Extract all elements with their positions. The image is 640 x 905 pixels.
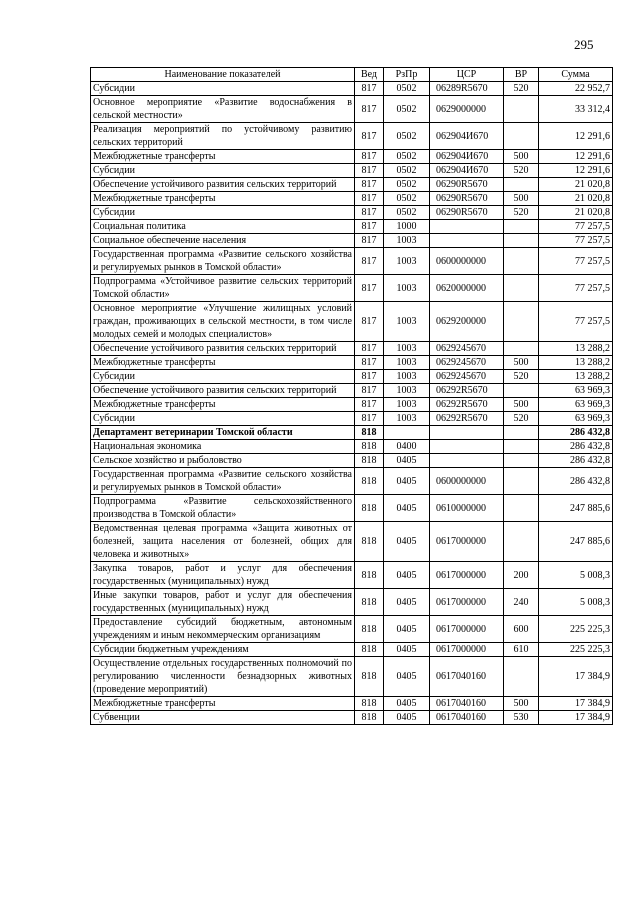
cell-name: Обеспечение устойчивого развития сельских территорий (91, 342, 355, 356)
cell-sum: 5 008,3 (539, 589, 613, 616)
cell-csr (430, 220, 504, 234)
cell-csr: 06292R5670 (430, 384, 504, 398)
cell-name: Национальная экономика (91, 440, 355, 454)
cell-rzpr: 0405 (384, 711, 430, 725)
cell-name: Подпрограмма «Развитие сельскохозяйственного производства в Томской области» (91, 495, 355, 522)
table-row (91, 178, 613, 192)
cell-rzpr: 0502 (384, 82, 430, 96)
cell-csr: 0629000000 (430, 96, 504, 123)
cell-rzpr: 0405 (384, 468, 430, 495)
cell-ved: 817 (355, 192, 384, 206)
cell-vr (504, 454, 539, 468)
cell-name: Реализация мероприятий по устойчивому развитию сельских территорий (91, 123, 355, 150)
cell-ved: 818 (355, 562, 384, 589)
cell-csr: 0617000000 (430, 562, 504, 589)
cell-ved: 818 (355, 495, 384, 522)
table-row (91, 192, 613, 206)
cell-rzpr: 0405 (384, 697, 430, 711)
cell-rzpr: 1000 (384, 220, 430, 234)
cell-rzpr: 1003 (384, 275, 430, 302)
cell-sum: 21 020,8 (539, 178, 613, 192)
table-row (91, 589, 613, 616)
cell-csr: 062904И670 (430, 150, 504, 164)
cell-name: Социальная политика (91, 220, 355, 234)
cell-vr (504, 657, 539, 697)
cell-name: Субсидии (91, 82, 355, 96)
cell-csr: 0629245670 (430, 356, 504, 370)
cell-vr: 520 (504, 206, 539, 220)
cell-csr (430, 454, 504, 468)
cell-name: Субсидии (91, 164, 355, 178)
table-row (91, 275, 613, 302)
table-row (91, 220, 613, 234)
table-row (91, 302, 613, 342)
cell-name: Сельское хозяйство и рыболовство (91, 454, 355, 468)
table-row (91, 657, 613, 697)
cell-vr: 530 (504, 711, 539, 725)
cell-name: Межбюджетные трансферты (91, 398, 355, 412)
table-row (91, 643, 613, 657)
cell-sum: 5 008,3 (539, 562, 613, 589)
cell-sum: 286 432,8 (539, 468, 613, 495)
cell-ved: 818 (355, 616, 384, 643)
table-body (91, 82, 613, 725)
header-name: Наименование показателей (91, 68, 355, 82)
cell-ved: 817 (355, 164, 384, 178)
cell-ved: 818 (355, 440, 384, 454)
table-row (91, 150, 613, 164)
table-row (91, 384, 613, 398)
table-row (91, 234, 613, 248)
table-row (91, 398, 613, 412)
cell-vr (504, 468, 539, 495)
table-row (91, 96, 613, 123)
cell-ved: 817 (355, 82, 384, 96)
cell-csr: 0620000000 (430, 275, 504, 302)
cell-csr: 0617000000 (430, 643, 504, 657)
cell-name: Межбюджетные трансферты (91, 697, 355, 711)
cell-sum: 12 291,6 (539, 164, 613, 178)
page-number: 295 (574, 37, 594, 52)
cell-vr: 500 (504, 192, 539, 206)
cell-rzpr: 0502 (384, 150, 430, 164)
cell-rzpr: 0502 (384, 192, 430, 206)
cell-vr: 520 (504, 412, 539, 426)
cell-sum: 12 291,6 (539, 150, 613, 164)
cell-vr (504, 495, 539, 522)
cell-name: Межбюджетные трансферты (91, 150, 355, 164)
cell-name: Предоставление субсидий бюджетным, автономным учреждениям и иным некоммерческим организациям (91, 616, 355, 643)
cell-sum: 77 257,5 (539, 234, 613, 248)
cell-csr: 0617000000 (430, 522, 504, 562)
cell-ved: 818 (355, 711, 384, 725)
table-row (91, 454, 613, 468)
cell-vr (504, 384, 539, 398)
cell-sum: 225 225,3 (539, 616, 613, 643)
cell-sum: 77 257,5 (539, 248, 613, 275)
cell-name: Социальное обеспечение населения (91, 234, 355, 248)
cell-name: Субсидии бюджетным учреждениям (91, 643, 355, 657)
cell-sum: 247 885,6 (539, 522, 613, 562)
cell-sum: 13 288,2 (539, 370, 613, 384)
cell-sum: 286 432,8 (539, 426, 613, 440)
cell-sum: 63 969,3 (539, 398, 613, 412)
cell-rzpr: 0405 (384, 657, 430, 697)
cell-csr: 0617000000 (430, 616, 504, 643)
cell-vr (504, 302, 539, 342)
cell-ved: 817 (355, 220, 384, 234)
cell-vr (504, 426, 539, 440)
cell-rzpr: 1003 (384, 356, 430, 370)
cell-ved: 817 (355, 206, 384, 220)
cell-vr: 240 (504, 589, 539, 616)
cell-ved: 817 (355, 302, 384, 342)
cell-ved: 817 (355, 398, 384, 412)
table-row (91, 440, 613, 454)
table-row (91, 426, 613, 440)
cell-csr: 0600000000 (430, 248, 504, 275)
cell-ved: 817 (355, 96, 384, 123)
cell-sum: 63 969,3 (539, 384, 613, 398)
cell-rzpr: 0405 (384, 495, 430, 522)
cell-csr: 06290R5670 (430, 178, 504, 192)
cell-name: Иные закупки товаров, работ и услуг для обеспечения государственных (муниципальных) нужд (91, 589, 355, 616)
cell-name: Государственная программа «Развитие сельского хозяйства и регулируемых рынков в Томской области» (91, 248, 355, 275)
table-row (91, 164, 613, 178)
cell-ved: 817 (355, 342, 384, 356)
cell-csr (430, 426, 504, 440)
table-row (91, 522, 613, 562)
cell-vr (504, 178, 539, 192)
table-row (91, 82, 613, 96)
cell-rzpr: 1003 (384, 412, 430, 426)
cell-rzpr: 1003 (384, 234, 430, 248)
cell-ved: 818 (355, 643, 384, 657)
cell-sum: 77 257,5 (539, 275, 613, 302)
cell-vr: 520 (504, 370, 539, 384)
cell-sum: 247 885,6 (539, 495, 613, 522)
cell-name: Подпрограмма «Устойчивое развитие сельских территорий Томской области» (91, 275, 355, 302)
cell-vr (504, 440, 539, 454)
cell-rzpr: 0405 (384, 589, 430, 616)
cell-vr (504, 123, 539, 150)
table-row (91, 562, 613, 589)
cell-rzpr: 0502 (384, 96, 430, 123)
cell-csr: 0629200000 (430, 302, 504, 342)
cell-rzpr: 0405 (384, 616, 430, 643)
table-row (91, 123, 613, 150)
cell-vr: 520 (504, 164, 539, 178)
header-csr: ЦСР (430, 68, 504, 82)
cell-csr: 06290R5670 (430, 206, 504, 220)
budget-table (90, 67, 613, 725)
table-row (91, 412, 613, 426)
table-row (91, 356, 613, 370)
cell-csr: 0600000000 (430, 468, 504, 495)
cell-sum: 286 432,8 (539, 440, 613, 454)
cell-sum: 77 257,5 (539, 302, 613, 342)
cell-sum: 13 288,2 (539, 356, 613, 370)
cell-name: Субсидии (91, 206, 355, 220)
cell-sum: 17 384,9 (539, 657, 613, 697)
cell-csr: 06289R5670 (430, 82, 504, 96)
header-ved: Вед (355, 68, 384, 82)
cell-csr: 062904И670 (430, 164, 504, 178)
cell-sum: 77 257,5 (539, 220, 613, 234)
cell-csr: 0617040160 (430, 657, 504, 697)
cell-sum: 21 020,8 (539, 206, 613, 220)
cell-vr: 610 (504, 643, 539, 657)
cell-name: Субсидии (91, 412, 355, 426)
cell-ved: 817 (355, 123, 384, 150)
cell-sum: 225 225,3 (539, 643, 613, 657)
cell-csr: 0629245670 (430, 370, 504, 384)
cell-ved: 817 (355, 384, 384, 398)
table-row (91, 342, 613, 356)
cell-rzpr: 1003 (384, 398, 430, 412)
cell-sum: 22 952,7 (539, 82, 613, 96)
cell-csr: 0617040160 (430, 711, 504, 725)
cell-csr: 06292R5670 (430, 412, 504, 426)
cell-ved: 818 (355, 454, 384, 468)
cell-ved: 818 (355, 657, 384, 697)
cell-rzpr: 0502 (384, 178, 430, 192)
cell-csr: 0617000000 (430, 589, 504, 616)
cell-csr: 0610000000 (430, 495, 504, 522)
cell-rzpr: 0400 (384, 440, 430, 454)
cell-name: Межбюджетные трансферты (91, 356, 355, 370)
cell-ved: 818 (355, 468, 384, 495)
header-rzpr: РзПр (384, 68, 430, 82)
header-row (91, 68, 613, 82)
cell-rzpr: 1003 (384, 302, 430, 342)
cell-name: Осуществление отдельных государственных полномочий по регулированию численности безнадзорных животных (проведение мероприятий) (91, 657, 355, 697)
cell-name: Межбюджетные трансферты (91, 192, 355, 206)
cell-vr (504, 220, 539, 234)
cell-ved: 817 (355, 412, 384, 426)
cell-ved: 817 (355, 370, 384, 384)
cell-csr: 0629245670 (430, 342, 504, 356)
cell-csr (430, 440, 504, 454)
cell-ved: 817 (355, 178, 384, 192)
cell-sum: 63 969,3 (539, 412, 613, 426)
cell-vr: 600 (504, 616, 539, 643)
cell-vr (504, 96, 539, 123)
table-row (91, 711, 613, 725)
cell-ved: 817 (355, 275, 384, 302)
cell-sum: 17 384,9 (539, 697, 613, 711)
cell-ved: 817 (355, 248, 384, 275)
cell-sum: 17 384,9 (539, 711, 613, 725)
cell-name: Обеспечение устойчивого развития сельских территорий (91, 178, 355, 192)
cell-csr (430, 234, 504, 248)
cell-sum: 33 312,4 (539, 96, 613, 123)
cell-vr (504, 275, 539, 302)
cell-rzpr: 0405 (384, 522, 430, 562)
cell-rzpr: 1003 (384, 384, 430, 398)
cell-vr (504, 248, 539, 275)
cell-name: Ведомственная целевая программа «Защита животных от болезней, защита населения от болезней, общих для человека и животных» (91, 522, 355, 562)
cell-rzpr: 0502 (384, 123, 430, 150)
cell-ved: 817 (355, 150, 384, 164)
cell-name: Субсидии (91, 370, 355, 384)
cell-vr: 520 (504, 82, 539, 96)
header-sum: Сумма (539, 68, 613, 82)
cell-name: Основное мероприятие «Улучшение жилищных условий граждан, проживающих в сельской местности, в том числе молодых семей и молодых специалистов» (91, 302, 355, 342)
cell-rzpr: 1003 (384, 342, 430, 356)
table-row (91, 206, 613, 220)
cell-sum: 12 291,6 (539, 123, 613, 150)
cell-vr: 500 (504, 150, 539, 164)
cell-rzpr: 0502 (384, 164, 430, 178)
table-row (91, 468, 613, 495)
cell-csr: 06292R5670 (430, 398, 504, 412)
cell-rzpr: 0405 (384, 454, 430, 468)
cell-name: Субвенции (91, 711, 355, 725)
cell-csr: 062904И670 (430, 123, 504, 150)
cell-ved: 817 (355, 356, 384, 370)
cell-csr: 06290R5670 (430, 192, 504, 206)
cell-ved: 818 (355, 697, 384, 711)
cell-vr (504, 234, 539, 248)
table-row (91, 697, 613, 711)
cell-name: Основное мероприятие «Развитие водоснабжения в сельской местности» (91, 96, 355, 123)
cell-rzpr: 1003 (384, 248, 430, 275)
cell-name: Обеспечение устойчивого развития сельских территорий (91, 384, 355, 398)
cell-ved: 818 (355, 589, 384, 616)
cell-rzpr: 1003 (384, 370, 430, 384)
cell-sum: 13 288,2 (539, 342, 613, 356)
cell-csr: 0617040160 (430, 697, 504, 711)
cell-vr (504, 342, 539, 356)
cell-vr (504, 522, 539, 562)
cell-rzpr (384, 426, 430, 440)
table-row (91, 248, 613, 275)
cell-sum: 21 020,8 (539, 192, 613, 206)
cell-rzpr: 0405 (384, 562, 430, 589)
cell-ved: 818 (355, 522, 384, 562)
header-vr: ВР (504, 68, 539, 82)
table-row (91, 495, 613, 522)
cell-name: Закупка товаров, работ и услуг для обеспечения государственных (муниципальных) нужд (91, 562, 355, 589)
cell-sum: 286 432,8 (539, 454, 613, 468)
table-row (91, 616, 613, 643)
cell-vr: 500 (504, 356, 539, 370)
cell-rzpr: 0502 (384, 206, 430, 220)
cell-vr: 200 (504, 562, 539, 589)
cell-vr: 500 (504, 697, 539, 711)
cell-rzpr: 0405 (384, 643, 430, 657)
cell-name: Государственная программа «Развитие сельского хозяйства и регулируемых рынков в Томской области» (91, 468, 355, 495)
cell-name: Департамент ветеринарии Томской области (91, 426, 355, 440)
cell-ved: 817 (355, 234, 384, 248)
table-row (91, 370, 613, 384)
cell-ved: 818 (355, 426, 384, 440)
cell-vr: 500 (504, 398, 539, 412)
